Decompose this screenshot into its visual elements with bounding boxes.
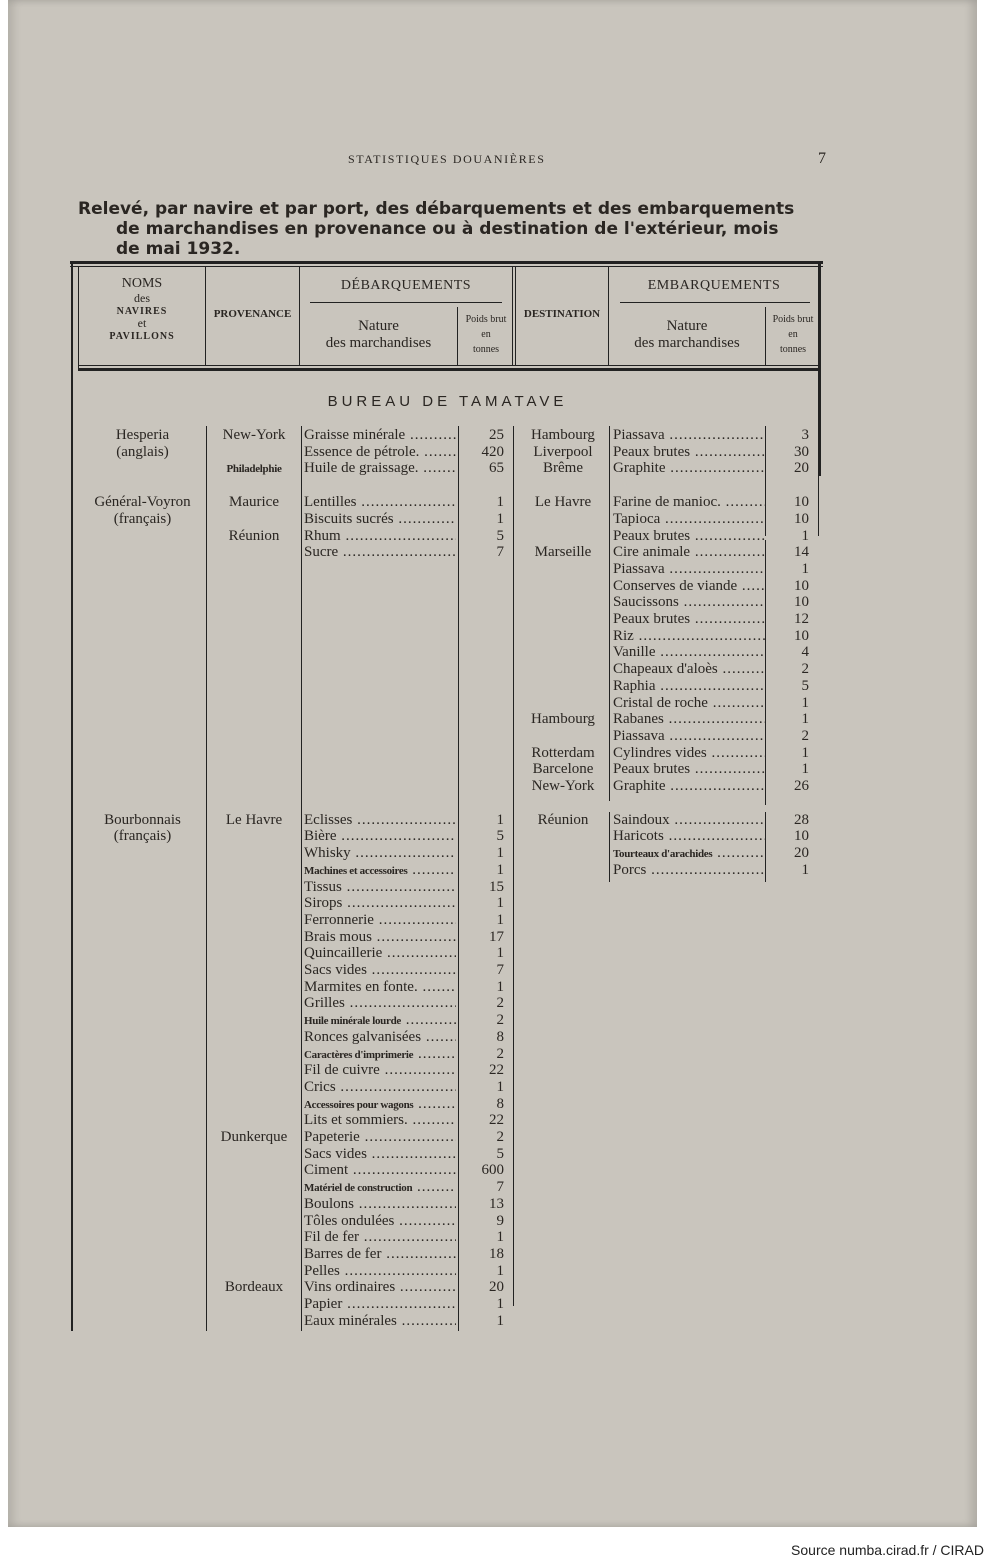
embarq-brace: [620, 302, 810, 303]
header-en-2: en: [788, 329, 798, 340]
table-title: [78, 199, 833, 259]
nature-embarq-cell: Riz .....: [613, 628, 765, 645]
ship-cell: (anglais): [116, 443, 169, 460]
nature-embarq-cell: Peaux brutes .....: [613, 444, 765, 461]
nature-embarq-cell: Farine de manioc. .....: [613, 494, 765, 511]
destination-cell: Hambourg: [531, 711, 595, 728]
body-sep-5: [609, 426, 610, 801]
destination-cell: Hambourg: [531, 427, 595, 443]
top-rule-thin: [70, 266, 823, 267]
nature-debarq-cell: Biscuits sucrés .....: [304, 511, 456, 528]
weight-debarq-cell: 25: [489, 427, 504, 443]
weight-embarq-cell: 10: [794, 828, 809, 845]
nature-embarq-cell: Tapioca .....: [613, 511, 765, 528]
nature-debarq-cell: Graisse minérale .....: [304, 427, 456, 444]
weight-embarq-cell: 2: [801, 727, 809, 744]
ship-cell: Bourbonnais: [104, 811, 181, 828]
weight-embarq-cell: 10: [794, 510, 809, 527]
body-sep-6b: [765, 540, 766, 805]
nature-debarq-cell: Ronces galvanisées .....: [304, 1029, 456, 1046]
provenance-cell: Maurice: [229, 494, 279, 511]
weight-debarq-cell: 9: [496, 1212, 504, 1229]
title-line-1: Relevé, par navire et par port, des débarquements et des embarquements: [78, 199, 795, 219]
weight-embarq-cell: 12: [794, 611, 809, 627]
body-sep-6: [765, 426, 766, 536]
nature-debarq-cell: Matériel de construction .....: [304, 1179, 456, 1196]
weight-embarq-cell: 4: [801, 644, 809, 661]
header-noms: [80, 276, 204, 343]
nature-debarq-cell: Caractères d'imprimerie .....: [304, 1046, 456, 1063]
nature-embarq-cell: Porcs .....: [613, 862, 765, 879]
weight-embarq-cell: 1: [801, 694, 809, 711]
right-border-lower: [818, 476, 819, 536]
destination-cell: Liverpool: [533, 443, 593, 460]
weight-debarq-cell: 1: [496, 911, 504, 928]
destination-cell: Rotterdam: [531, 744, 595, 761]
ship-cell: (français): [113, 828, 172, 845]
weight-debarq-cell: 7: [496, 544, 504, 561]
weight-debarq-cell: 65: [489, 460, 504, 477]
weight-embarq-cell: 10: [794, 577, 809, 594]
provenance-cell: Philadelphie: [226, 463, 282, 476]
nature-debarq-cell: Marmites en fonte. .....: [304, 979, 456, 996]
header-rule: [78, 365, 819, 366]
nature-debarq-cell: Accessoires pour wagons .....: [304, 1096, 456, 1113]
body-sep-5b: [609, 812, 610, 882]
ship-cell: Hesperia: [115, 427, 170, 443]
provenance-cell: New-York: [222, 427, 286, 443]
nature-debarq-cell: Bière .....: [304, 828, 456, 845]
header-poids-2: [766, 312, 820, 357]
header-noms-title: NOMS: [121, 276, 163, 291]
weight-embarq-cell: 1: [801, 861, 809, 878]
nature-debarq-cell: Tissus .....: [304, 879, 456, 896]
bureau-label: BUREAU DE TAMATAVE: [327, 393, 568, 410]
nature-debarq-cell: Crics .....: [304, 1079, 456, 1096]
weight-embarq-cell: 10: [794, 594, 809, 611]
page-number: 7: [818, 150, 826, 167]
body-sep-4: [513, 426, 514, 1306]
header-nature-2: [609, 318, 765, 353]
nature-debarq-cell: Sacs vides .....: [304, 962, 456, 979]
weight-embarq-cell: 2: [801, 661, 809, 678]
nature-debarq-cell: Fil de fer .....: [304, 1229, 456, 1246]
provenance-cell: Le Havre: [225, 811, 283, 828]
nature-debarq-cell: Sacs vides .....: [304, 1146, 456, 1163]
header-des-marchandises-2: des marchandises: [634, 335, 740, 352]
header-en-1: en: [481, 329, 491, 340]
weight-debarq-cell: 5: [496, 1145, 504, 1162]
nature-debarq-cell: Barres de fer .....: [304, 1246, 456, 1263]
weight-debarq-cell: 1: [496, 1229, 504, 1246]
weight-debarq-cell: 1: [496, 1262, 504, 1279]
weight-embarq-cell: 1: [801, 527, 809, 544]
nature-debarq-cell: Eclisses .....: [304, 812, 456, 829]
header-embarquements: EMBARQUEMENTS: [647, 278, 781, 293]
nature-embarq-cell: Graphite .....: [613, 778, 765, 795]
nature-debarq-cell: Boulons .....: [304, 1196, 456, 1213]
nature-embarq-cell: Haricots .....: [613, 828, 765, 845]
title-line-2: de marchandises en provenance ou à destination de l'extérieur, mois: [116, 219, 779, 239]
weight-debarq-cell: 1: [496, 510, 504, 527]
weight-debarq-cell: 1: [496, 978, 504, 995]
weight-debarq-cell: 600: [481, 1162, 504, 1179]
header-debarquements: DÉBARQUEMENTS: [340, 278, 472, 293]
nature-embarq-cell: Conserves de viande .....: [613, 578, 765, 595]
header-nature-label-2: Nature: [666, 318, 708, 334]
provenance-cell: Bordeaux: [224, 1279, 284, 1296]
nature-embarq-cell: Cristal de roche .....: [613, 695, 765, 712]
debarq-brace: [310, 302, 502, 303]
weight-debarq-cell: 1: [496, 1312, 504, 1329]
weight-debarq-cell: 5: [496, 828, 504, 845]
nature-embarq-cell: Vanille .....: [613, 644, 765, 661]
weight-debarq-cell: 5: [496, 527, 504, 544]
weight-debarq-cell: 1: [496, 895, 504, 912]
weight-debarq-cell: 18: [489, 1245, 504, 1262]
weight-debarq-cell: 8: [496, 1028, 504, 1045]
header-nature-label-1: Nature: [358, 318, 399, 334]
weight-debarq-cell: 1: [496, 494, 504, 511]
body-sep-1: [206, 426, 207, 1331]
nature-embarq-cell: Saucissons .....: [613, 594, 765, 611]
nature-embarq-cell: Peaux brutes .....: [613, 761, 765, 778]
weight-embarq-cell: 30: [794, 443, 809, 460]
nature-embarq-cell: Tourteaux d'arachides .....: [613, 845, 765, 862]
weight-embarq-cell: 10: [794, 494, 809, 511]
source-footer: Source numba.cirad.fr / CIRAD: [791, 1542, 984, 1558]
nature-debarq-cell: Brais mous .....: [304, 929, 456, 946]
provenance-cell: Dunkerque: [220, 1129, 288, 1145]
nature-debarq-cell: Papier .....: [304, 1296, 456, 1313]
header-rule-thick: [78, 368, 819, 371]
weight-embarq-cell: 20: [794, 845, 809, 862]
destination-cell: New-York: [531, 778, 595, 794]
weight-embarq-cell: 28: [794, 811, 809, 828]
destination-cell: Barcelone: [532, 761, 594, 778]
nature-debarq-cell: Vins ordinaires .....: [304, 1279, 456, 1296]
header-destination: DESTINATION: [523, 308, 601, 320]
nature-embarq-cell: Peaux brutes .....: [613, 528, 765, 545]
header-navires: NAVIRES: [116, 305, 168, 317]
weight-debarq-cell: 22: [489, 1062, 504, 1079]
nature-debarq-cell: Fil de cuivre .....: [304, 1062, 456, 1079]
running-head: STATISTIQUES DOUANIÈRES: [348, 152, 546, 166]
header-des-marchandises-1: des marchandises: [325, 335, 432, 352]
header-provenance: PROVENANCE: [213, 308, 292, 320]
left-border: [71, 261, 73, 1331]
destination-cell: Réunion: [537, 811, 589, 828]
header-pavillons: PAVILLONS: [109, 331, 175, 343]
header-nature-1: [300, 318, 457, 353]
weight-debarq-cell: 15: [489, 878, 504, 895]
nature-embarq-cell: Graphite .....: [613, 460, 765, 477]
nature-debarq-cell: Huile de graissage. .....: [304, 460, 456, 477]
title-line-3: de mai 1932.: [116, 239, 241, 259]
nature-embarq-cell: Piassava .....: [613, 561, 765, 578]
weight-debarq-cell: 2: [496, 1129, 504, 1145]
weight-debarq-cell: 13: [489, 1195, 504, 1212]
header-poids-label-2: Poids brut: [772, 314, 814, 325]
weight-embarq-cell: 1: [801, 711, 809, 728]
header-tonnes-2: tonnes: [779, 344, 807, 355]
weight-debarq-cell: 2: [496, 1012, 504, 1029]
weight-debarq-cell: 7: [496, 962, 504, 978]
destination-cell: Le Havre: [534, 494, 592, 511]
weight-debarq-cell: 20: [489, 1279, 504, 1296]
provenance-cell: Réunion: [228, 527, 280, 544]
ship-cell: (français): [113, 510, 172, 527]
header-tonnes-1: tonnes: [472, 344, 500, 355]
weight-debarq-cell: 1: [496, 1296, 504, 1312]
nature-debarq-cell: Sirops .....: [304, 895, 456, 912]
nature-embarq-cell: Rabanes .....: [613, 711, 765, 728]
left-border-inner: [78, 266, 79, 369]
weight-debarq-cell: 1: [496, 945, 504, 962]
body-sep-6c: [765, 812, 766, 882]
nature-debarq-cell: Lits et sommiers. .....: [304, 1112, 456, 1129]
header-poids-1: [458, 312, 514, 357]
weight-debarq-cell: 1: [496, 845, 504, 862]
header-poids-label-1: Poids brut: [465, 314, 507, 325]
weight-debarq-cell: 2: [496, 1045, 504, 1062]
nature-debarq-cell: Ferronnerie .....: [304, 912, 456, 929]
weight-embarq-cell: 1: [801, 744, 809, 761]
weight-embarq-cell: 3: [801, 427, 809, 443]
nature-embarq-cell: Piassava .....: [613, 427, 765, 444]
nature-debarq-cell: Sucre .....: [304, 544, 456, 561]
destination-cell: Marseille: [534, 544, 592, 561]
body-sep-2: [301, 426, 302, 1331]
weight-debarq-cell: 1: [496, 811, 504, 828]
nature-debarq-cell: Papeterie .....: [304, 1129, 456, 1146]
ship-cell: Général-Voyron: [94, 494, 191, 511]
nature-debarq-cell: Lentilles .....: [304, 494, 456, 511]
weight-embarq-cell: 26: [794, 778, 809, 794]
weight-debarq-cell: 1: [496, 861, 504, 878]
weight-debarq-cell: 22: [489, 1112, 504, 1129]
nature-embarq-cell: Cire animale .....: [613, 544, 765, 561]
header-des: des: [134, 291, 150, 306]
weight-debarq-cell: 7: [496, 1179, 504, 1196]
nature-debarq-cell: Tôles ondulées .....: [304, 1213, 456, 1230]
weight-debarq-cell: 420: [481, 443, 504, 460]
nature-debarq-cell: Pelles .....: [304, 1263, 456, 1280]
nature-embarq-cell: Piassava .....: [613, 728, 765, 745]
nature-debarq-cell: Machines et accessoires .....: [304, 862, 456, 879]
weight-debarq-cell: 2: [496, 995, 504, 1012]
nature-debarq-cell: Essence de pétrole. .....: [304, 444, 456, 461]
weight-debarq-cell: 8: [496, 1095, 504, 1112]
weight-debarq-cell: 1: [496, 1078, 504, 1095]
nature-embarq-cell: Saindoux .....: [613, 812, 765, 829]
nature-embarq-cell: Chapeaux d'aloès .....: [613, 661, 765, 678]
nature-embarq-cell: Cylindres vides .....: [613, 745, 765, 762]
header-et: et: [137, 316, 147, 331]
top-rule: [70, 261, 823, 264]
nature-embarq-cell: Peaux brutes .....: [613, 611, 765, 628]
weight-embarq-cell: 14: [794, 544, 809, 561]
nature-debarq-cell: Quincaillerie .....: [304, 945, 456, 962]
weight-embarq-cell: 20: [794, 460, 809, 477]
nature-debarq-cell: Ciment .....: [304, 1162, 456, 1179]
nature-debarq-cell: Huile minérale lourde .....: [304, 1012, 456, 1029]
nature-debarq-cell: Eaux minérales .....: [304, 1313, 456, 1330]
weight-embarq-cell: 1: [801, 761, 809, 778]
nature-debarq-cell: Rhum .....: [304, 528, 456, 545]
weight-debarq-cell: 17: [489, 928, 504, 945]
weight-embarq-cell: 5: [801, 677, 809, 694]
nature-debarq-cell: Whisky .....: [304, 845, 456, 862]
nature-debarq-cell: Grilles .....: [304, 995, 456, 1012]
nature-embarq-cell: Raphia .....: [613, 678, 765, 695]
weight-embarq-cell: 10: [794, 627, 809, 644]
weight-embarq-cell: 1: [801, 560, 809, 577]
destination-cell: Brême: [543, 460, 583, 477]
